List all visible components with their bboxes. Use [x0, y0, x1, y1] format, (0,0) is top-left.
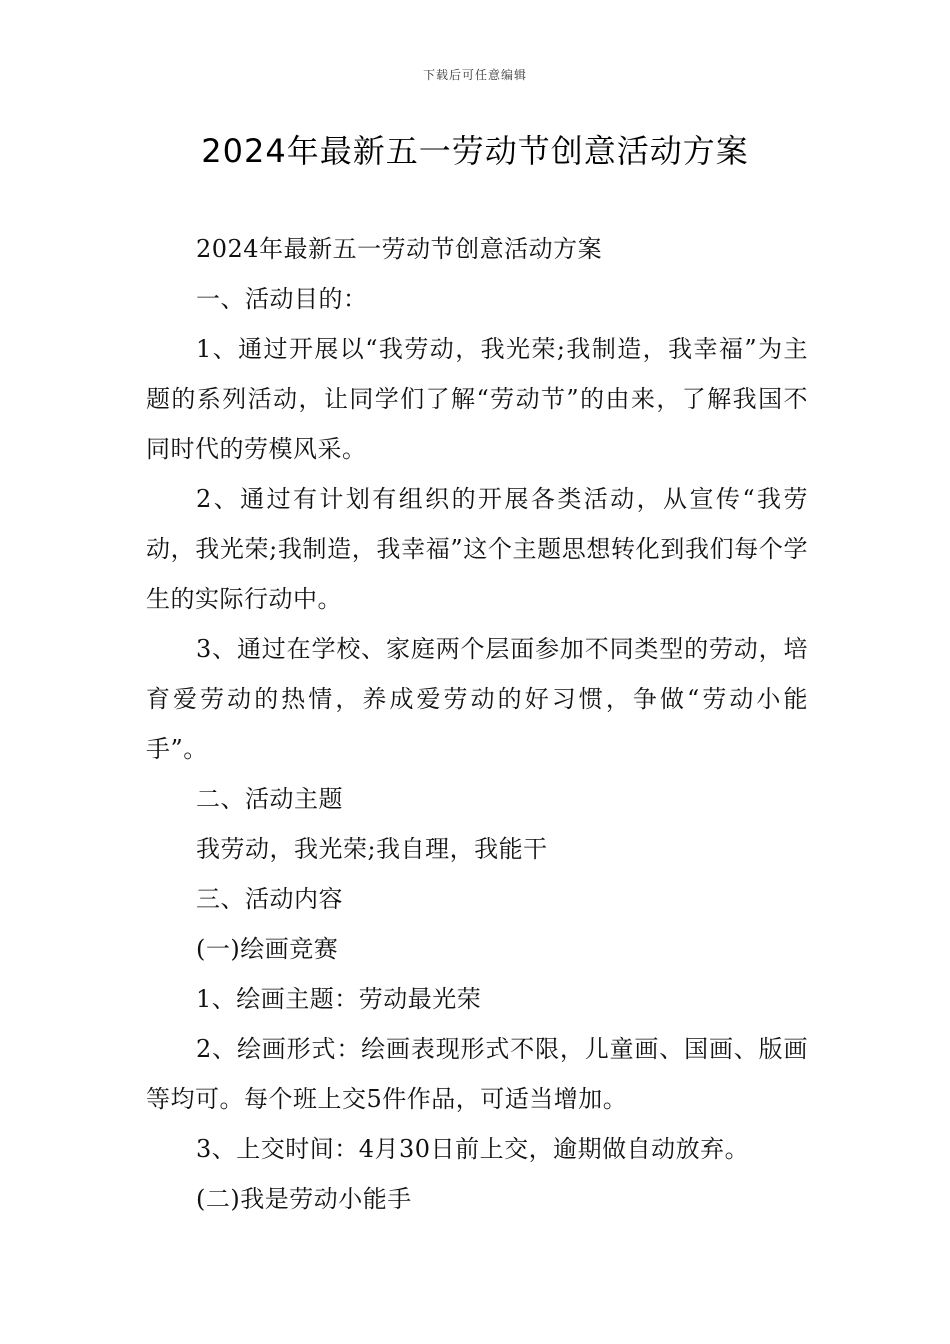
section-heading-content: 三、活动内容 [196, 885, 343, 913]
paragraph-drawing-form: 2、绘画形式：绘画表现形式不限，儿童画、国画、版画等均可。每个班上交5件作品，可适当增加。 [146, 1035, 808, 1113]
paragraph-purpose-3: 3、通过在学校、家庭两个层面参加不同类型的劳动，培育爱劳动的热情，养成爱劳动的好习惯，争做“劳动小能手”。 [146, 635, 808, 763]
header-note: 下载后可任意编辑 [422, 68, 527, 82]
document-title: 2024年最新五一劳动节创意活动方案 [201, 132, 749, 170]
document-body [146, 224, 808, 1224]
section-heading-purpose: 一、活动目的： [196, 285, 368, 313]
paragraph-submission-time: 3、上交时间：4月30日前上交，逾期做自动放弃。 [196, 1135, 750, 1163]
paragraph-purpose-2: 2、通过有计划有组织的开展各类活动，从宣传“我劳动，我光荣;我制造，我幸福”这个主题思想转化到我们每个学生的实际行动中。 [146, 485, 808, 613]
subsection-heading-drawing: (一)绘画竞赛 [196, 935, 339, 963]
paragraph-purpose-1: 1、通过开展以“我劳动，我光荣;我制造，我幸福”为主题的系列活动，让同学们了解“劳动节”的由来，了解我国不同时代的劳模风采。 [146, 335, 808, 463]
subsection-heading-labor-expert: (二)我是劳动小能手 [196, 1185, 412, 1213]
paragraph-theme: 我劳动，我光荣;我自理，我能干 [196, 835, 548, 863]
paragraph-drawing-theme: 1、绘画主题：劳动最光荣 [196, 985, 482, 1013]
paragraph-subtitle: 2024年最新五一劳动节创意活动方案 [196, 235, 603, 263]
section-heading-theme: 二、活动主题 [196, 785, 343, 813]
